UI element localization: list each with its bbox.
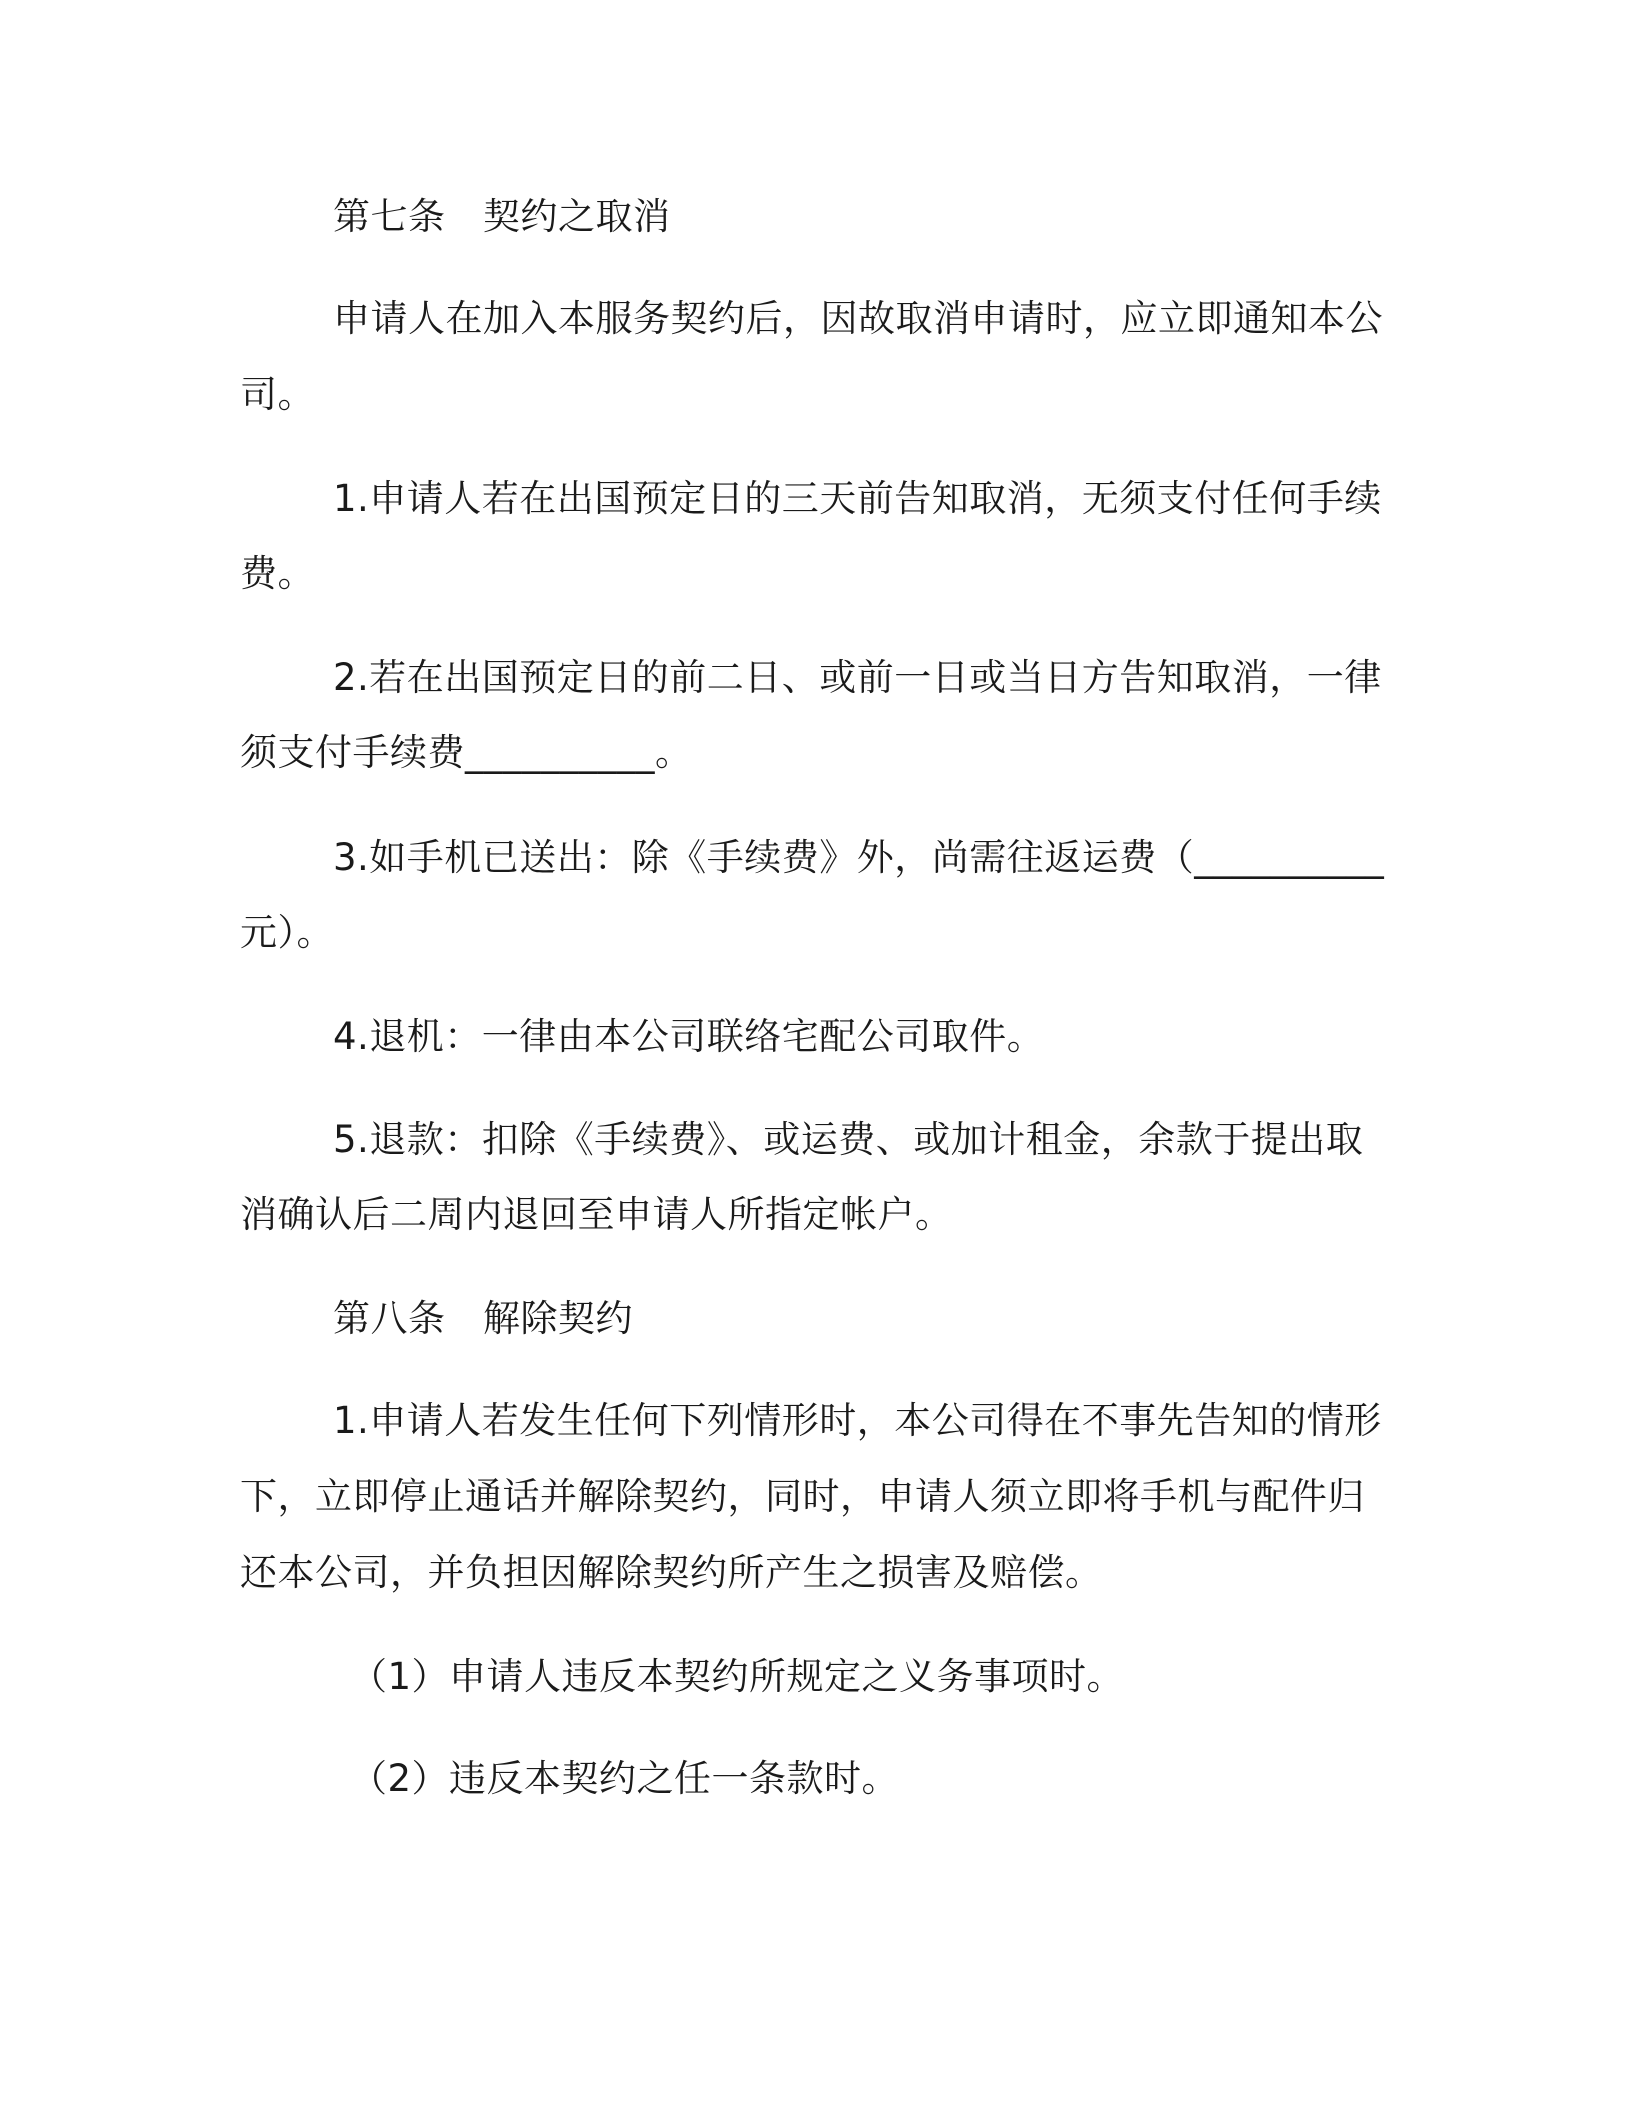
article8-item1-line3: 还本公司，并负担因解除契约所产生之损害及赔偿。 bbox=[240, 1551, 1103, 1594]
article8-sub1: （1）申请人违反本契约所规定之义务事项时。 bbox=[350, 1655, 1125, 1698]
article7-item5-line2: 消确认后二周内退回至申请人所指定帐户。 bbox=[240, 1193, 953, 1236]
article7-item3-line1: 3.如手机已送出：除《手续费》外，尚需往返运费（__________ bbox=[333, 836, 1385, 879]
article8-heading: 第八条 解除契约 bbox=[333, 1297, 633, 1340]
article8-item1-line2: 下，立即停止通话并解除契约，同时，申请人须立即将手机与配件归 bbox=[240, 1475, 1365, 1518]
article7-intro-line2: 司。 bbox=[240, 373, 315, 416]
article7-item1-line2: 费。 bbox=[240, 552, 315, 595]
article7-item3-line2: 元）。 bbox=[240, 911, 334, 954]
article7-item2-line2: 须支付手续费__________。 bbox=[240, 731, 693, 774]
article8-sub2: （2）违反本契约之任一条款时。 bbox=[350, 1757, 900, 1800]
article7-item2-line1: 2.若在出国预定日的前二日、或前一日或当日方告知取消，一律 bbox=[333, 656, 1382, 699]
article7-intro-line1: 申请人在加入本服务契约后，因故取消申请时，应立即通知本公 bbox=[333, 297, 1383, 340]
article8-item1-line1: 1.申请人若发生任何下列情形时，本公司得在不事先告知的情形 bbox=[333, 1399, 1382, 1442]
article7-item5-line1: 5.退款：扣除《手续费》、或运费、或加计租金，余款于提出取 bbox=[333, 1118, 1364, 1161]
article7-item1-line1: 1.申请人若在出国预定日的三天前告知取消，无须支付任何手续 bbox=[333, 477, 1382, 520]
article7-item4-line1: 4.退机：一律由本公司联络宅配公司取件。 bbox=[333, 1015, 1045, 1058]
article7-heading: 第七条 契约之取消 bbox=[333, 195, 671, 238]
